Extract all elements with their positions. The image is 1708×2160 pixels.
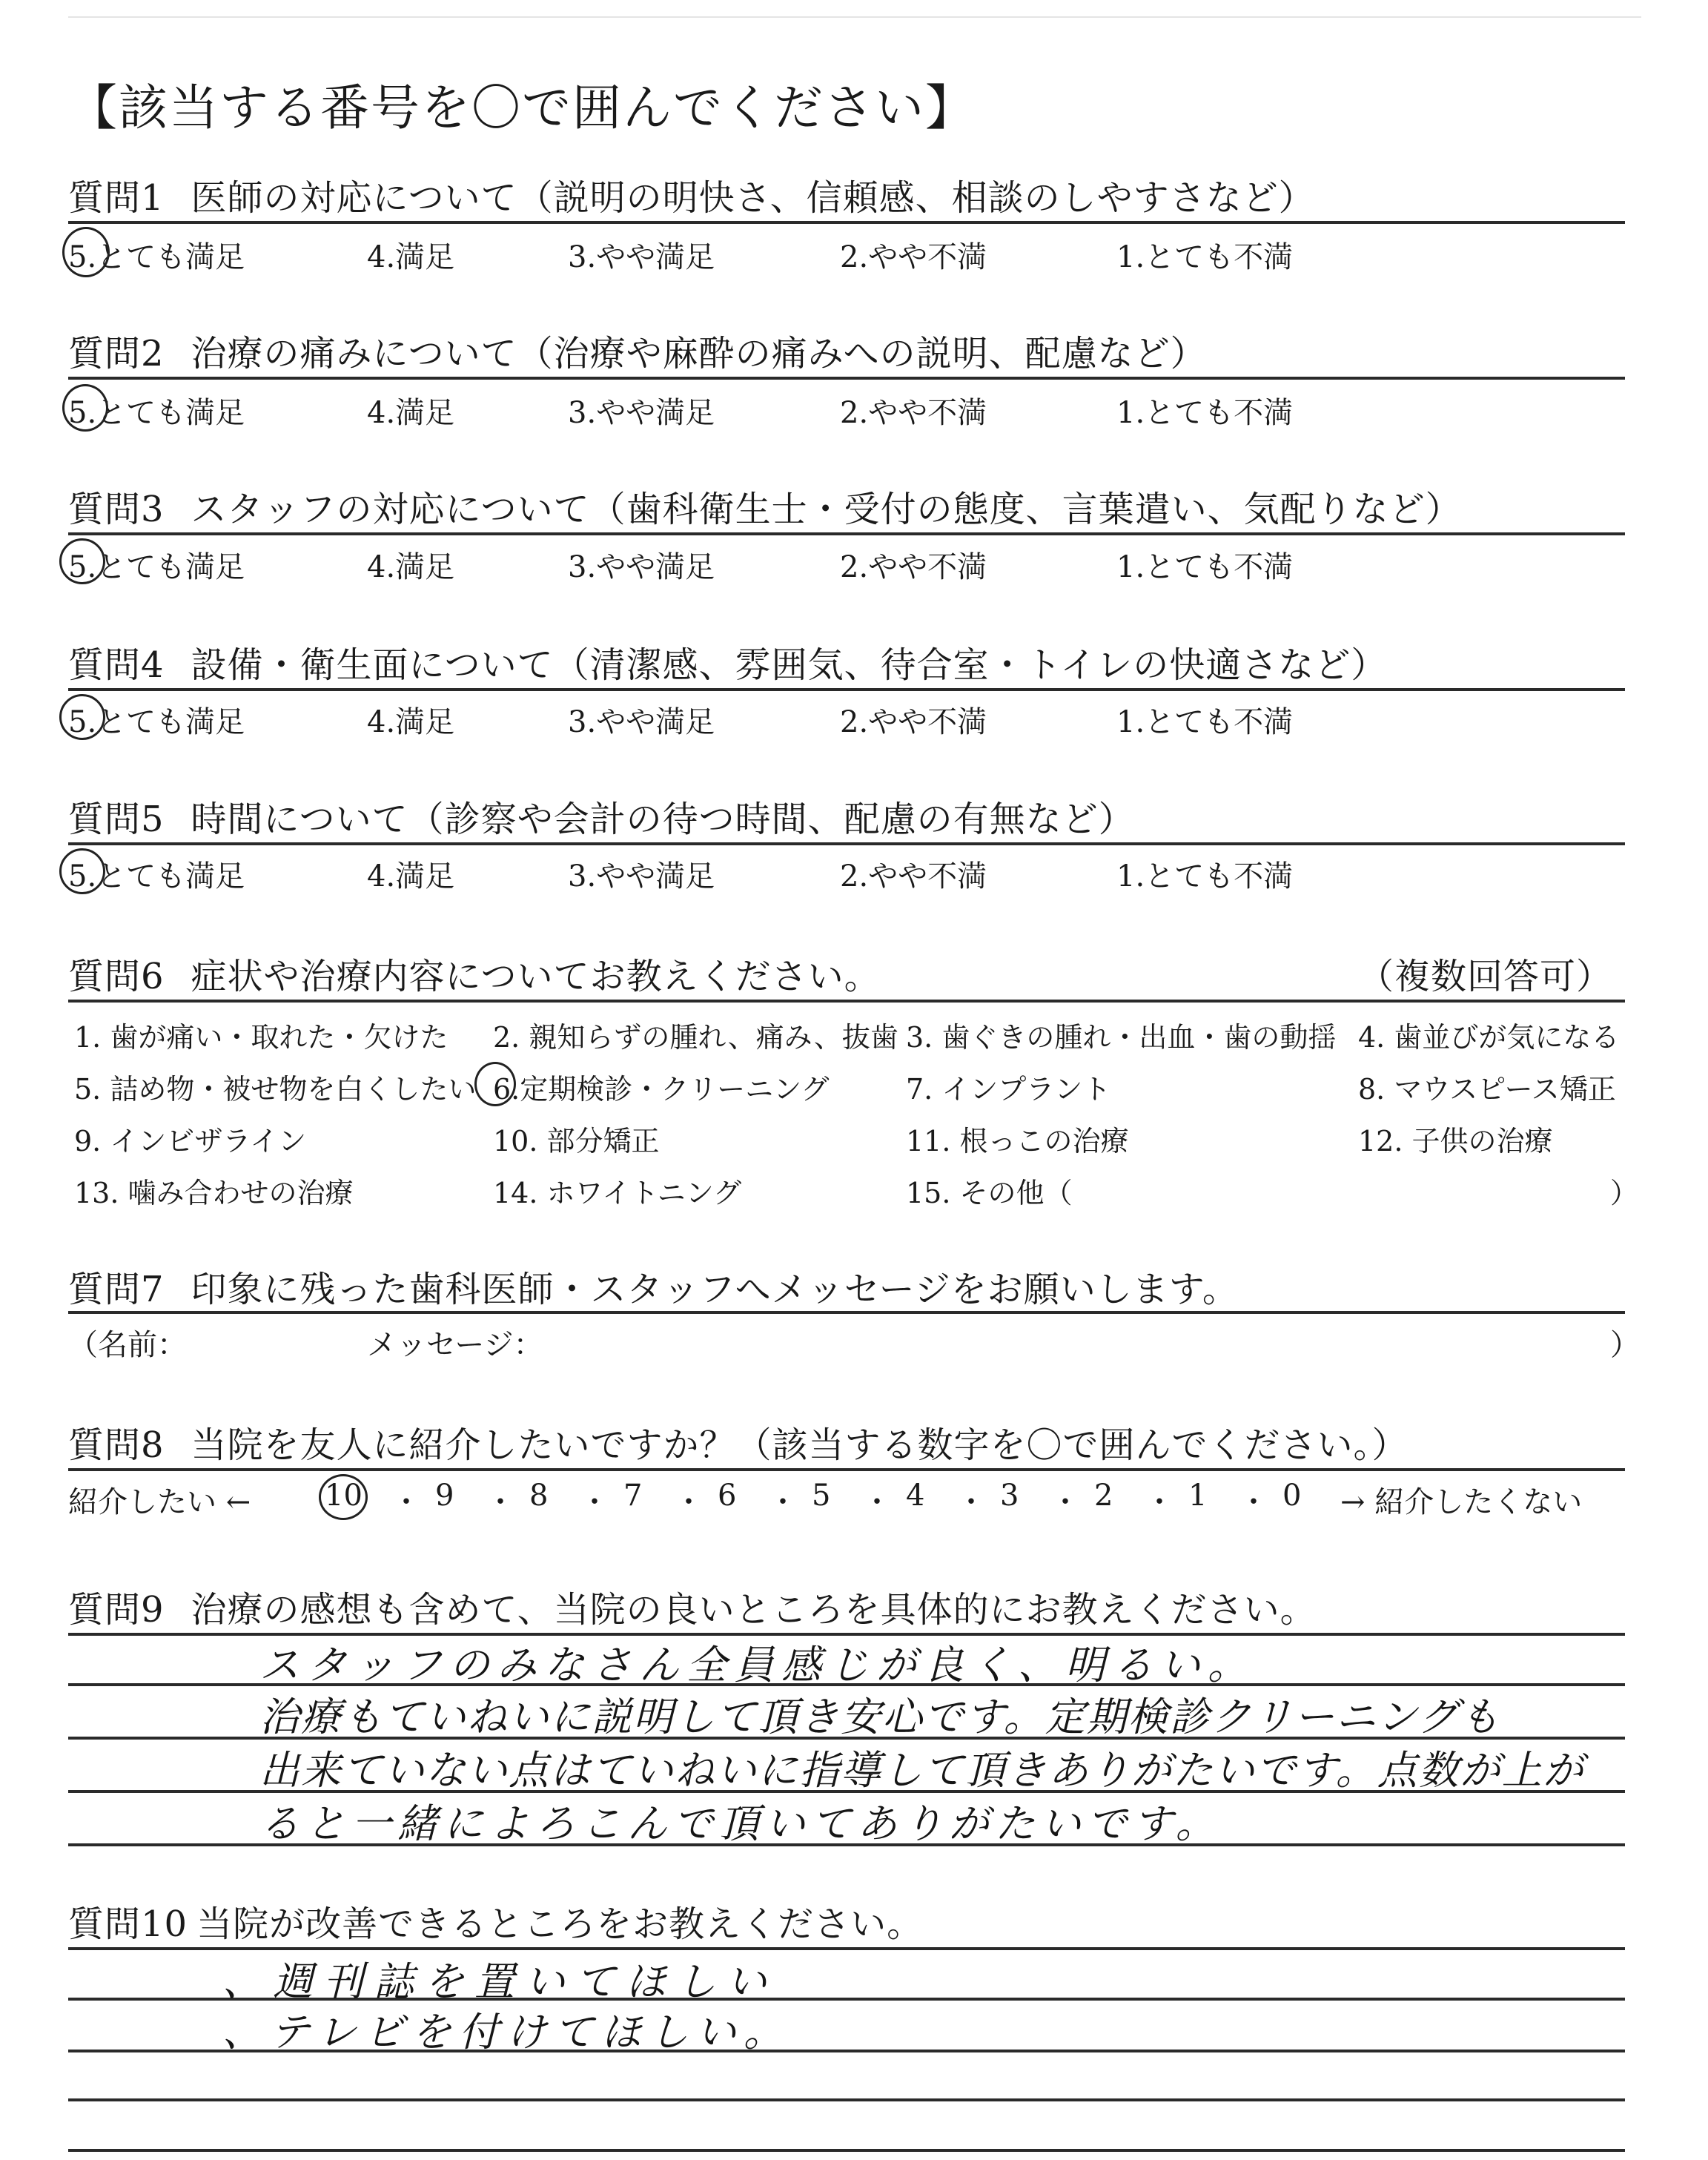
q8-score-9[interactable]: 9 (435, 1479, 454, 1513)
q3-opt-1[interactable]: 1.とても不満 (1116, 550, 1294, 584)
q5-text: 時間について（診察や会計の待つ時間、配慮の有無など） (191, 799, 1135, 840)
q6-item-4[interactable]: 4. 歯並びが気になる (1358, 1021, 1620, 1054)
q6-label (68, 948, 881, 999)
q1-selection-circle (62, 227, 110, 277)
q6-rule (68, 1000, 1625, 1003)
q8-score-5[interactable]: 5 (812, 1479, 831, 1513)
q6-item-7[interactable]: 7. インプラント (906, 1073, 1111, 1106)
q1-opt-1[interactable]: 1.とても不満 (1116, 240, 1294, 274)
q6-multi-note: （複数回答可） (1358, 956, 1613, 997)
q4-opt-5[interactable]: 5.とても満足 (68, 705, 245, 739)
q8-score-8[interactable]: 8 (529, 1479, 549, 1513)
q5-opt-5[interactable]: 5.とても満足 (68, 859, 245, 894)
q2-rule (68, 377, 1625, 380)
q4-opt-1[interactable]: 1.とても不満 (1116, 705, 1294, 739)
q8-dot-2: ・ (486, 1485, 515, 1519)
q7-close-paren: ） (1610, 1328, 1640, 1362)
q2-opt-4[interactable]: 4.満足 (367, 396, 455, 430)
q10-rule-4 (68, 2149, 1625, 2152)
q6-selection-circle (474, 1062, 516, 1106)
q1-text: 医師の対応について（説明の明快さ、信頼感、相談のしやすさなど） (191, 177, 1315, 219)
q3-opt-2[interactable]: 2.やや不満 (840, 550, 987, 584)
q4-rule (68, 688, 1625, 691)
q1-opt-2[interactable]: 2.やや不満 (840, 240, 987, 274)
q2-number: 質問2 (68, 333, 165, 374)
q6-number: 質問6 (68, 956, 165, 997)
q6-item-15-close: ） (1610, 1177, 1639, 1209)
q5-selection-circle (59, 848, 105, 894)
q6-item-10[interactable]: 10. 部分矯正 (493, 1125, 660, 1157)
q8-score-4[interactable]: 4 (906, 1479, 925, 1513)
q8-dot-7: ・ (956, 1485, 986, 1519)
q8-dot-9: ・ (1145, 1485, 1174, 1519)
q5-label (68, 790, 1135, 842)
q9-answer-line-1: スタッフのみなさん全員感じが良く、明るい。 (259, 1642, 1255, 1688)
q8-score-0[interactable]: 0 (1282, 1479, 1302, 1513)
q6-item-12[interactable]: 12. 子供の治療 (1358, 1125, 1553, 1157)
q4-label (68, 636, 1387, 687)
q9-number: 質問9 (68, 1589, 165, 1631)
q9-answer-line-4: ると一緒によろこんで頂いてありがたいです。 (259, 1800, 1222, 1847)
q5-rule (68, 842, 1625, 845)
q10-rule-3 (68, 2098, 1625, 2101)
q2-label (68, 325, 1207, 376)
q8-dot-10: ・ (1239, 1485, 1268, 1519)
q6-item-6[interactable]: 6.定期検診・クリーニング (493, 1073, 830, 1106)
q10-answer-line-1: 、週刊誌を置いてほしい (222, 1958, 777, 2005)
q6-text: 症状や治療内容についてお教えください。 (191, 956, 881, 997)
q4-number: 質問4 (68, 644, 165, 686)
q8-right-label: → 紹介したくない (1340, 1485, 1583, 1519)
q8-score-7[interactable]: 7 (623, 1479, 643, 1513)
q4-selection-circle (59, 694, 105, 740)
q3-opt-3[interactable]: 3.やや満足 (568, 550, 715, 584)
q6-item-1[interactable]: 1. 歯が痛い・取れた・欠けた (74, 1021, 448, 1054)
q2-text: 治療の痛みについて（治療や麻酔の痛みへの説明、配慮など） (191, 333, 1207, 374)
q6-item-5[interactable]: 5. 詰め物・被せ物を白くしたい (74, 1073, 477, 1106)
q8-score-2[interactable]: 2 (1094, 1479, 1113, 1513)
q8-dot-3: ・ (580, 1485, 609, 1519)
q3-opt-4[interactable]: 4.満足 (367, 550, 455, 584)
q5-opt-1[interactable]: 1.とても不満 (1116, 859, 1294, 894)
q3-number: 質問3 (68, 489, 165, 530)
q2-selection-circle (62, 384, 108, 432)
page-title: 【該当する番号を〇で囲んでください】 (68, 79, 976, 136)
q6-item-15[interactable]: 15. その他（ (906, 1177, 1073, 1209)
q7-message-label: メッセージ： (367, 1328, 543, 1362)
q8-dot-1: ・ (391, 1485, 421, 1519)
q10-answer-line-2: 、テレビを付けてほしい。 (222, 2009, 791, 2055)
q5-opt-2[interactable]: 2.やや不満 (840, 859, 987, 894)
q3-selection-circle (59, 538, 105, 584)
q10-number: 質問10 (68, 1903, 188, 1945)
q8-score-1[interactable]: 1 (1188, 1479, 1208, 1513)
q7-number: 質問7 (68, 1269, 165, 1310)
q9-answer-line-2: 治療もていねいに説明して頂き安心です。定期検診クリーニングも (259, 1694, 1501, 1740)
q9-text: 治療の感想も含めて、当院の良いところを具体的にお教えください。 (191, 1589, 1317, 1631)
q10-text: 当院が改善できるところをお教えください。 (196, 1903, 924, 1945)
q8-rule (68, 1468, 1625, 1471)
q3-opt-5[interactable]: 5.とても満足 (68, 550, 245, 584)
q1-rule (68, 221, 1625, 224)
q6-item-11[interactable]: 11. 根っこの治療 (906, 1125, 1129, 1157)
q8-label (68, 1416, 1409, 1467)
q7-name-label: （名前： (68, 1328, 187, 1362)
q5-opt-4[interactable]: 4.満足 (367, 859, 455, 894)
q7-label (68, 1261, 1239, 1312)
q1-opt-3[interactable]: 3.やや満足 (568, 240, 715, 274)
q7-rule (68, 1311, 1625, 1314)
q6-item-13[interactable]: 13. 噛み合わせの治療 (74, 1177, 354, 1209)
q6-item-8[interactable]: 8. マウスピース矯正 (1358, 1073, 1616, 1106)
q6-item-3[interactable]: 3. 歯ぐきの腫れ・出血・歯の動揺 (906, 1021, 1337, 1054)
q8-dot-4: ・ (674, 1485, 704, 1519)
q3-rule (68, 532, 1625, 535)
q1-opt-5[interactable]: 5.とても満足 (68, 240, 245, 274)
q3-label (68, 480, 1462, 532)
q4-opt-2[interactable]: 2.やや不満 (840, 705, 987, 739)
q4-opt-3[interactable]: 3.やや満足 (568, 705, 715, 739)
q8-score-6[interactable]: 6 (718, 1479, 737, 1513)
q1-number: 質問1 (68, 177, 165, 219)
q3-text: スタッフの対応について（歯科衛生士・受付の態度、言葉遣い、気配りなど） (191, 489, 1462, 530)
q8-text: 当院を友人に紹介したいですか？（該当する数字を〇で囲んでください。） (191, 1424, 1409, 1466)
q2-opt-3[interactable]: 3.やや満足 (568, 396, 715, 430)
q1-label (68, 169, 1315, 220)
q8-number: 質問8 (68, 1424, 165, 1466)
q10-label (68, 1895, 923, 1946)
q2-opt-5[interactable]: 5.とても満足 (68, 396, 245, 430)
q2-opt-2[interactable]: 2.やや不満 (840, 396, 987, 430)
top-edge-line (68, 16, 1641, 18)
q5-opt-3[interactable]: 3.やや満足 (568, 859, 715, 894)
q8-score-3[interactable]: 3 (1000, 1479, 1019, 1513)
q1-opt-4[interactable]: 4.満足 (367, 240, 455, 274)
q8-dot-8: ・ (1050, 1485, 1080, 1519)
q8-left-label: 紹介したい ← (68, 1485, 251, 1519)
q2-opt-1[interactable]: 1.とても不満 (1116, 396, 1294, 430)
q4-text: 設備・衛生面について（清潔感、雰囲気、待合室・トイレの快適さなど） (191, 644, 1388, 686)
q9-answer-line-3: 出来ていない点はていねいに指導して頂きありがたいです。点数が上が (259, 1747, 1585, 1794)
q8-dot-5: ・ (768, 1485, 798, 1519)
q4-opt-4[interactable]: 4.満足 (367, 705, 455, 739)
q6-item-2[interactable]: 2. 親知らずの腫れ、痛み、抜歯 (493, 1021, 898, 1054)
q8-selection-circle (319, 1474, 368, 1520)
q8-score-10[interactable]: 10 (325, 1479, 363, 1513)
q6-item-9[interactable]: 9. インビザライン (74, 1125, 307, 1157)
q9-label (68, 1581, 1317, 1632)
q7-text: 印象に残った歯科医師・スタッフへメッセージをお願いします。 (191, 1269, 1239, 1310)
q5-number: 質問5 (68, 799, 165, 840)
q8-dot-6: ・ (862, 1485, 892, 1519)
q6-item-14[interactable]: 14. ホワイトニング (493, 1177, 742, 1209)
